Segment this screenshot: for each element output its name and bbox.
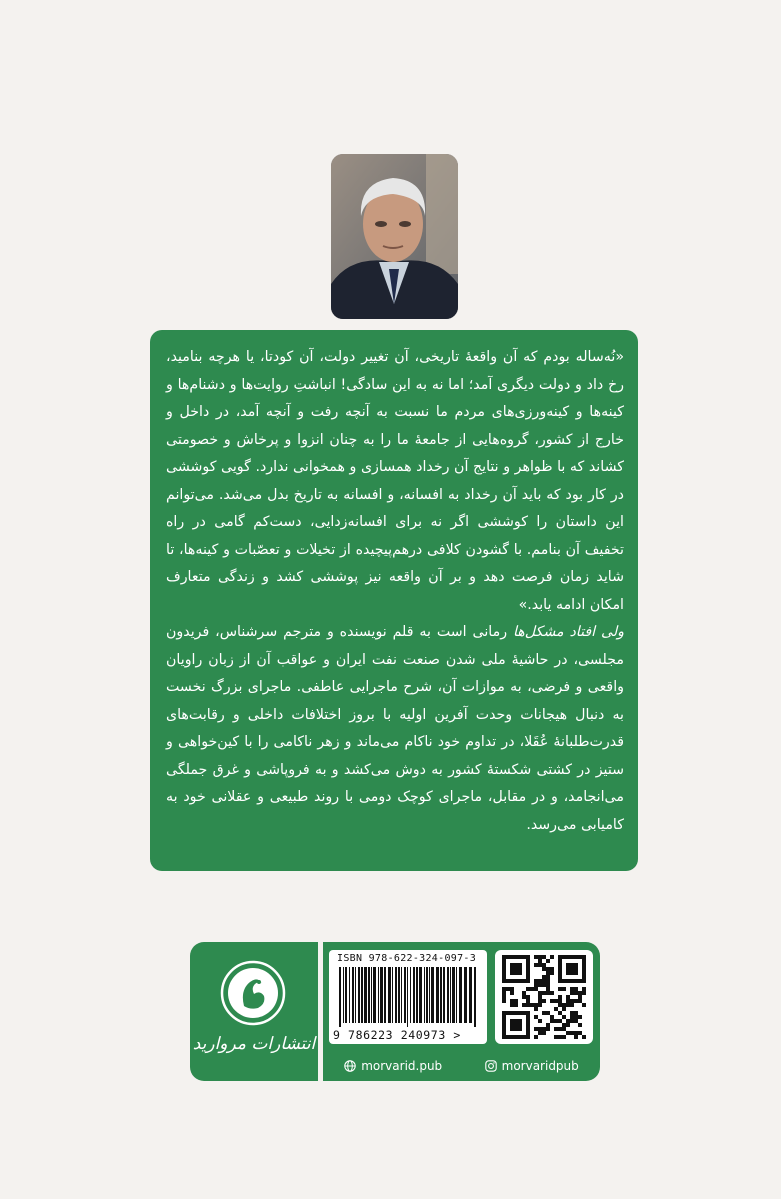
instagram-link[interactable]: [485, 1059, 579, 1073]
info-box: [323, 942, 600, 1081]
author-photo: [331, 154, 458, 319]
blurb-panel: [150, 330, 638, 871]
instagram-text: morvaridpub: [501, 1059, 579, 1073]
globe-icon: [344, 1060, 356, 1072]
qr-code-pattern: [502, 955, 586, 1039]
isbn-label: ISBN 978-622-324-097-3: [337, 953, 477, 964]
links-row: [323, 1051, 600, 1081]
blurb-quote: «نُه‌ساله بودم که آن واقعهٔ تاریخی، آن تغییر دولت، آن کودتا، یا هرچه بنامید، رخ داد و دولت دیگری آمد؛ اما نه به این سادگی! انباشتِ روایت‌ها و دشنام‌ها و کینه‌ها و کینه‌ورزی‌های مردم ما نسبت به آنچه رفت و آنچه آمد، در داخل و خارج از کشور، گروه‌هایی از جامعهٔ ما را به چنان انزوا و پرخاش و خصومتی کشاند که با ظواهر و نتایج آن رخداد همسازی و همخوانی ندارد. گویی کوششی در کار بود که باید آن رخداد به افسانه، و افسانه به تاریخ بدل می‌شد. می‌توانم این داستان را کوششی اگر نه برای افسانه‌زدایی، دست‌کم گامی در راه تخفیف آن بنامم. با گشودن کلافی درهم‌پیچیده از تخیلات و تعصّبات و کینه‌ها، تا شاید زمان فرصت دهد و بر آن واقعه نیز پوششی کشد و زندگی متعارف امکان ادامه یابد.»: [166, 349, 624, 613]
book-title: ولی افتاد مشکل‌ها: [512, 624, 624, 640]
ean-digits: 9 786223 240973 >: [333, 1028, 461, 1042]
publisher-logo-icon: [220, 960, 286, 1026]
publisher-name: انتشارات مروارید: [192, 1034, 316, 1054]
barcode-bars: [337, 967, 479, 1027]
website-link[interactable]: [344, 1059, 442, 1073]
qr-code: [495, 950, 593, 1044]
website-text: morvarid.pub: [361, 1059, 443, 1073]
blurb-description: [166, 619, 624, 839]
isbn-barcode: [329, 950, 487, 1044]
instagram-icon: [485, 1060, 497, 1072]
blurb-description-text: رمانی است به قلم نویسنده و مترجم سرشناس، فریدون مجلسی، در حاشیهٔ ملی شدن صنعت نفت ایران و عواقب آن از زبان راویان واقعی و فرضی، به موازات آن، شرح ماجرایی عاطفی. ماجرای بزرگ نخست به دنبال هیجانات وحدت آفرین اولیه با بروز اختلافات داخلی و رقابت‌های قدرت‌طلبانهٔ عُقَلا، در تداوم خود ناکام می‌ماند و زهر ناکامی را با کین‌خواهی و ستیز در کشتی شکستهٔ کشور به دوش می‌کشد و به فروپاشی و غرق جملگی می‌انجامد، و در مقابل، ماجرای کوچک دومی با روند طبیعی و عقلانی خود به کامیابی می‌رسد.: [166, 624, 624, 833]
publisher-box: [190, 942, 318, 1081]
